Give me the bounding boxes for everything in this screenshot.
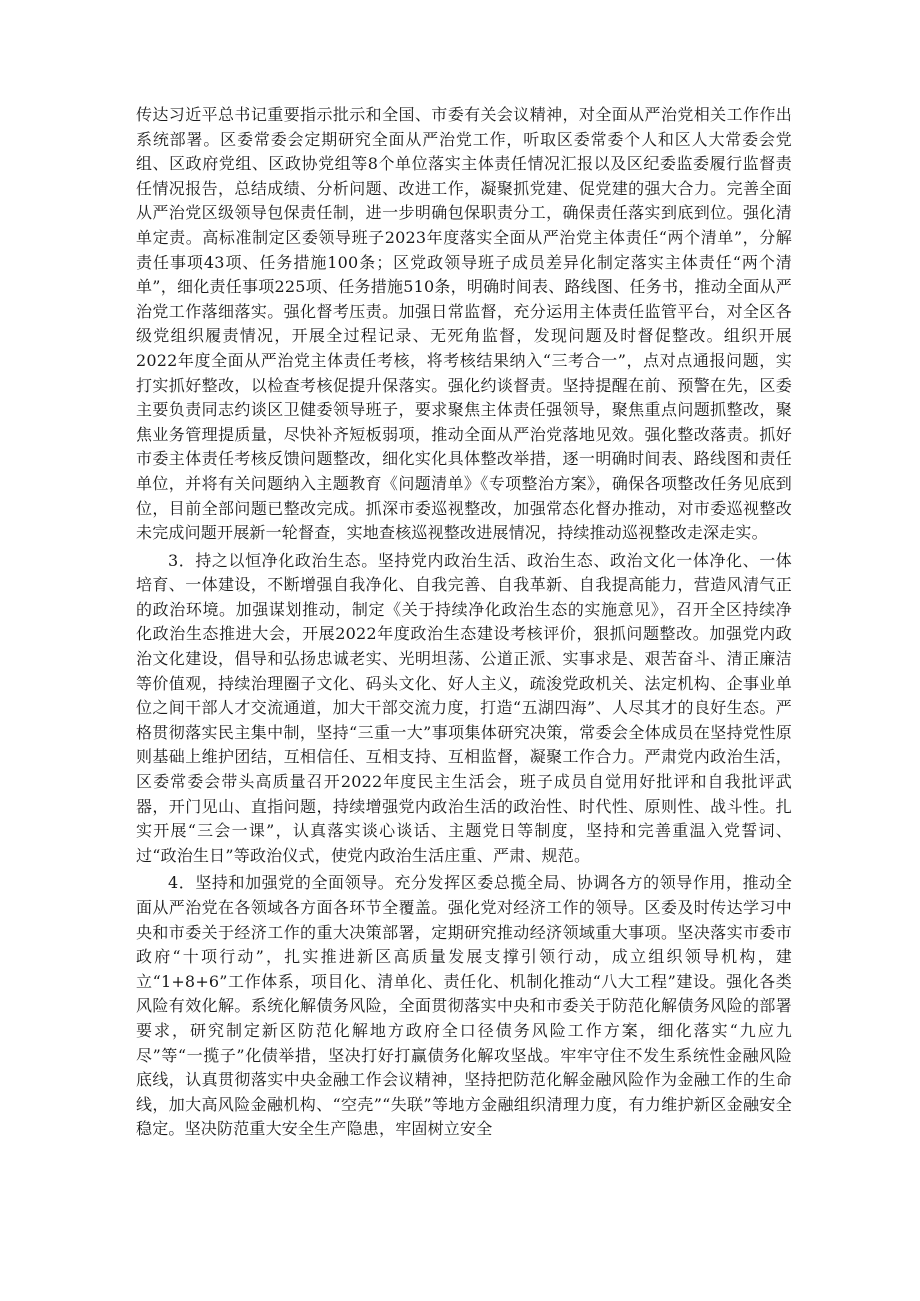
paragraph-section-3: 3．持之以恒净化政治生态。坚持党内政治生活、政治生态、政治文化一体净化、一体培育、一体建设，不断增强自我净化、自我完善、自我革新、自我提高能力，营造风清气正的政治环境。加强谋划推动，制定《关于持续净化政治生态的实施意见》，召开全区持续净化政治生态推进大会，开展2022年度政治生态建设考核评价，狠抓问题整改。加强党内政治文化建设，倡导和弘扬忠诚老实、光明坦荡、公道正派、实事求是、艰苦奋斗、清正廉洁等价值观，持续治理圈子文化、码头文化、好人主义，疏浚党政机关、法定机构、企事业单位之间干部人才交流通道，加大干部交流力度，打造“五湖四海”、人尽其才的良好生态。严格贯彻落实民主集中制，坚持“三重一大”事项集体研究决策，常委会全体成员在坚持党性原则基础上维护团结，互相信任、互相支持、互相监督，凝聚工作合力。严肃党内政治生活，区委常委会带头高质量召开2022年度民主生活会，班子成员自觉用好批评和自我批评武器，开门见山、直指问题，持续增强党内政治生活的政治性、时代性、原则性、战斗性。扎实开展“三会一课”，认真落实谈心谈话、主题党日等制度，坚持和完善重温入党誓词、过“政治生日”等政治仪式，使党内政治生活庄重、严肃、规范。 — [136, 550, 792, 865]
document-page — [136, 103, 792, 1145]
paragraph-section-4: 4．坚持和加强党的全面领导。充分发挥区委总揽全局、协调各方的领导作用，推动全面从严治党在各领域各方面各环节全覆盖。强化党对经济工作的领导。区委及时传达学习中央和市委关于经济工作的重大决策部署，定期研究推动经济领域重大事项。坚决落实市委市政府“十项行动”，扎实推进新区高质量发展支撑引领行动，成立组织领导机构，建立“1+8+6”工作体系，项目化、清单化、责任化、机制化推动“八大工程”建设。强化各类风险有效化解。系统化解债务风险，全面贯彻落实中央和市委关于防范化解债务风险的部署要求，研究制定新区防范化解地方政府全口径债务风险工作方案，细化落实“九应九尽”等“一揽子”化债举措，坚决打好打赢债务化解攻坚战。牢牢守住不发生系统性金融风险底线，认真贯彻落实中央金融工作会议精神，坚持把防范化解金融风险作为金融工作的生命线，加大高风险金融机构、“空壳”“失联”等地方金融组织清理力度，有力维护新区金融安全稳定。坚决防范重大安全生产隐患，牢固树立安全 — [136, 873, 792, 1139]
paragraph-continuation: 传达习近平总书记重要指示批示和全国、市委有关会议精神，对全面从严治党相关工作作出系统部署。区委常委会定期研究全面从严治党工作，听取区委常委个人和区人大常委会党组、区政府党组、区政协党组等8个单位落实主体责任情况汇报以及区纪委监委履行监督责任情况报告，总结成绩、分析问题、改进工作，凝聚抓党建、促党建的强大合力。完善全面从严治党区级领导包保责任制，进一步明确包保职责分工，确保责任落实到底到位。强化清单定责。高标准制定区委领导班子2023年度落实全面从严治党主体责任“两个清单”，分解责任事项43项、任务措施100条；区党政领导班子成员差异化制定落实主体责任“两个清单”，细化责任事项225项、任务措施510条，明确时间表、路线图、任务书，推动全面从严治党工作落细落实。强化督考压责。加强日常监督，充分运用主体责任监管平台，对全区各级党组织履责情况，开展全过程记录、无死角监督，发现问题及时督促整改。组织开展2022年度全面从严治党主体责任考核，将考核结果纳入“三考合一”，点对点通报问题，实打实抓好整改，以检查考核促提升保落实。强化约谈督责。坚持提醒在前、预警在先，区委主要负责同志约谈区卫健委领导班子，要求聚焦主体责任强领导，聚焦重点问题抓整改，聚焦业务管理提质量，尽快补齐短板弱项，推动全面从严治党落地见效。强化整改落责。抓好市委主体责任考核反馈问题整改，细化实化具体整改举措，逐一明确时间表、路线图和责任单位，并将有关问题纳入主题教育《问题清单》《专项整治方案》，确保各项整改任务见底到位，目前全部问题已整改完成。抓深市委巡视整改，加强常态化督办推动，对市委巡视整改未完成问题开展新一轮督查，实地查核巡视整改进展情况，持续推动巡视整改走深走实。 — [136, 105, 792, 543]
